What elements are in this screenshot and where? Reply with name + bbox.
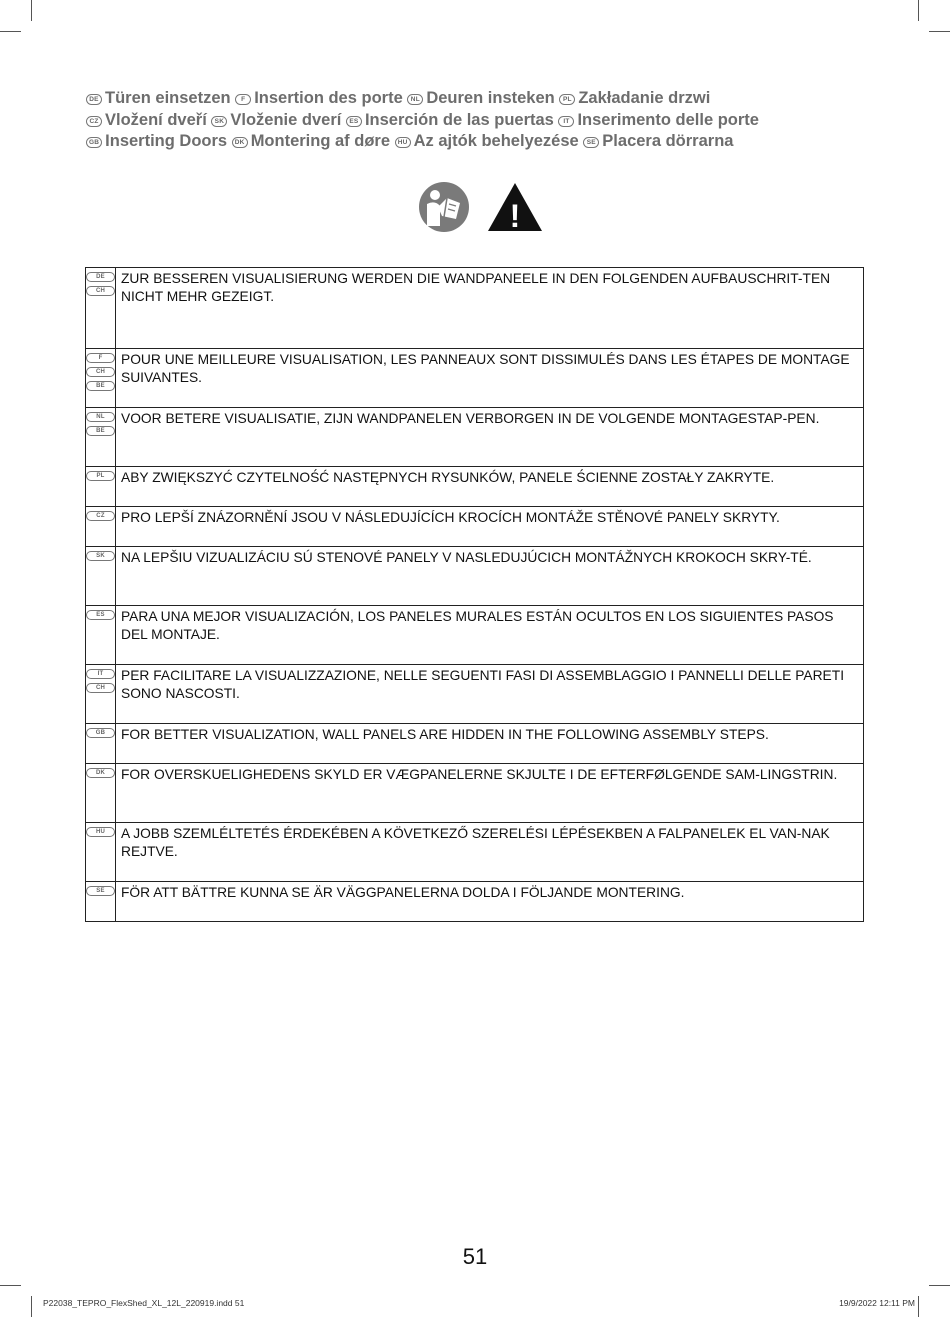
language-code-badge: CH (86, 367, 115, 377)
language-code-badge: ES (86, 610, 115, 620)
crop-mark (31, 0, 32, 21)
title-text: Deuren insteken (426, 89, 555, 107)
title-text: Türen einsetzen (105, 89, 231, 107)
page-number: 51 (462, 1244, 488, 1269)
language-code-badge: HU (86, 827, 115, 837)
language-codes-cell (86, 665, 116, 724)
language-code-badge: CZ (86, 511, 115, 521)
instruction-row (86, 507, 864, 547)
language-code-badge: BE (86, 381, 115, 391)
language-codes-cell (86, 507, 116, 547)
instruction-text: ABY ZWIĘKSZYĆ CZYTELNOŚĆ NASTĘPNYCH RYSUNKÓW, PANELE ŚCIENNE ZOSTAŁY ZAKRYTE. (116, 467, 864, 507)
language-code-badge: IT (86, 669, 115, 679)
language-code-badge: IT (558, 116, 574, 127)
title-text: Vložení dveří (105, 110, 207, 129)
instruction-text: ZUR BESSEREN VISUALISIERUNG WERDEN DIE WANDPANEELE IN DEN FOLGENDEN AUFBAUSCHRIT-TEN NICHT MEHR GEZEIGT. (116, 268, 864, 349)
language-codes-cell (86, 547, 116, 606)
language-code-badge: DK (86, 768, 115, 778)
language-codes-cell (86, 349, 116, 408)
language-codes-cell (86, 268, 116, 349)
language-code-badge: CZ (86, 116, 102, 127)
instruction-text: POUR UNE MEILLEURE VISUALISATION, LES PANNEAUX SONT DISSIMULÉS DANS LES ÉTAPES DE MONTAGE SUIVANTES. (116, 349, 864, 408)
title-line (86, 110, 886, 132)
title-text: Montering af døre (250, 132, 391, 150)
title-line (86, 131, 886, 153)
multilingual-title (86, 88, 886, 153)
language-code-badge: CH (86, 286, 115, 296)
instruction-text: FOR OVERSKUELIGHEDENS SKYLD ER VÆGPANELERNE SKJULTE I DE EFTERFØLGENDE SAM-LINGSTRIN. (116, 764, 864, 823)
warning-mark: ! (509, 198, 521, 234)
language-code-badge: DK (232, 137, 248, 148)
instruction-text: VOOR BETERE VISUALISATIE, ZIJN WANDPANELEN VERBORGEN IN DE VOLGENDE MONTAGESTAP-PEN. (116, 408, 864, 467)
language-code-badge: SK (211, 116, 227, 127)
title-text: Inserimento delle porte (577, 110, 759, 129)
language-code-badge: ES (346, 116, 362, 127)
title-text: Inserción de las puertas (364, 110, 554, 129)
language-codes-cell (86, 823, 116, 882)
instruction-text: A JOBB SZEMLÉLTETÉS ÉRDEKÉBEN A KÖVETKEZŐ SZERELÉSI LÉPÉSEKBEN A FALPANELEK EL VAN-NAK REJTVE. (116, 823, 864, 882)
title-text: Placera dörrarna (602, 132, 734, 150)
instruction-row (86, 408, 864, 467)
safety-icons (418, 180, 548, 234)
language-code-badge: SE (86, 886, 115, 896)
language-code-badge: PL (559, 94, 575, 105)
instruction-text: NA LEPŠIU VIZUALIZÁCIU SÚ STENOVÉ PANELY V NASLEDUJÚCICH MONTÁŽNYCH KROKOCH SKRY-TÉ. (116, 547, 864, 606)
read-manual-icon (419, 182, 469, 232)
title-text: Vloženie dverí (230, 110, 342, 129)
instruction-row (86, 547, 864, 606)
instruction-row (86, 606, 864, 665)
language-code-badge: SK (86, 551, 115, 561)
instruction-text: PARA UNA MEJOR VISUALIZACIÓN, LOS PANELES MURALES ESTÁN OCULTOS EN LOS SIGUIENTES PASOS DEL MONTAJE. (116, 606, 864, 665)
language-code-badge: GB (86, 728, 115, 738)
instruction-row (86, 724, 864, 764)
instruction-row (86, 823, 864, 882)
crop-mark (0, 31, 21, 32)
instruction-text: FOR BETTER VISUALIZATION, WALL PANELS ARE HIDDEN IN THE FOLLOWING ASSEMBLY STEPS. (116, 724, 864, 764)
title-text: Zakładanie drzwi (578, 89, 711, 107)
title-text: Insertion des porte (254, 89, 403, 107)
crop-mark (918, 1296, 919, 1317)
instruction-row (86, 349, 864, 408)
safety-icons-svg (418, 180, 548, 234)
language-code-badge: NL (86, 412, 115, 422)
language-code-badge: CH (86, 683, 115, 693)
footer-file-info: P22038_TEPRO_FlexShed_XL_12L_220919.indd 51 (43, 1298, 245, 1308)
crop-mark (929, 31, 950, 32)
crop-mark (0, 1285, 21, 1286)
instruction-table (85, 267, 864, 922)
footer-timestamp: 19/9/2022 12:11 PM (839, 1298, 915, 1308)
instruction-row (86, 268, 864, 349)
crop-mark (929, 1285, 950, 1286)
instruction-text: PER FACILITARE LA VISUALIZZAZIONE, NELLE SEGUENTI FASI DI ASSEMBLAGGIO I PANNELLI DELLE PARETI SONO NASCOSTI. (116, 665, 864, 724)
instruction-row (86, 882, 864, 922)
language-codes-cell (86, 764, 116, 823)
language-code-badge: DE (86, 94, 102, 105)
language-code-badge: PL (86, 471, 115, 481)
title-text: Az ajtók behelyezése (413, 132, 579, 150)
language-code-badge: GB (86, 137, 102, 148)
language-codes-cell (86, 606, 116, 665)
instruction-text: FÖR ATT BÄTTRE KUNNA SE ÄR VÄGGPANELERNA DOLDA I FÖLJANDE MONTERING. (116, 882, 864, 922)
language-code-badge: NL (407, 94, 423, 105)
language-codes-cell (86, 724, 116, 764)
language-code-badge: F (86, 353, 115, 363)
instruction-row (86, 665, 864, 724)
language-codes-cell (86, 467, 116, 507)
title-line (86, 88, 886, 110)
language-code-badge: HU (395, 137, 411, 148)
crop-mark (31, 1296, 32, 1317)
language-code-badge: DE (86, 272, 115, 282)
instruction-row (86, 764, 864, 823)
title-text: Inserting Doors (105, 132, 228, 150)
crop-mark (918, 0, 919, 21)
language-code-badge: SE (583, 137, 599, 148)
language-code-badge: F (235, 94, 251, 105)
instruction-text: PRO LEPŠÍ ZNÁZORNĚNÍ JSOU V NÁSLEDUJÍCÍCH KROCÍCH MONTÁŽE STĚNOVÉ PANELY SKRYTY. (116, 507, 864, 547)
language-codes-cell (86, 408, 116, 467)
language-codes-cell (86, 882, 116, 922)
warning-triangle-icon (488, 183, 542, 234)
instruction-row (86, 467, 864, 507)
language-code-badge: BE (86, 426, 115, 436)
